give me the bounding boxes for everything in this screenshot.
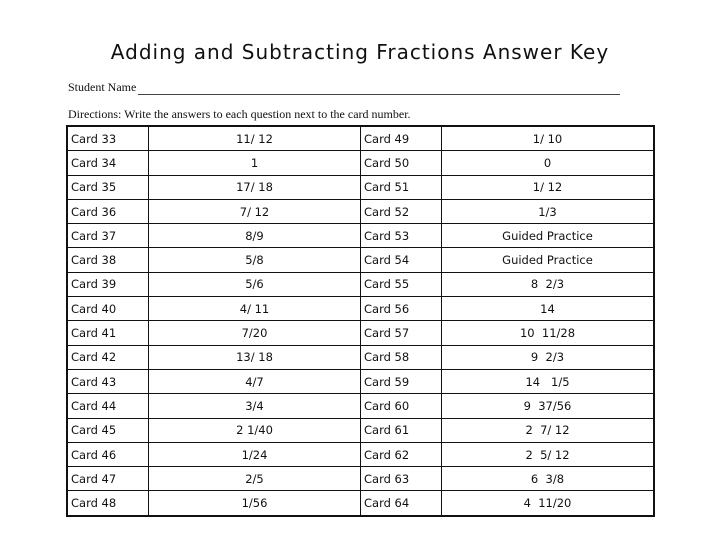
right-answer-cell: 2 5/ 12 (442, 442, 655, 466)
left-card-cell: Card 33 (67, 126, 149, 151)
directions-text: Directions: Write the answers to each question next to the card number. (68, 107, 411, 121)
right-card-cell: Card 63 (361, 467, 442, 491)
right-card-cell: Card 50 (361, 151, 442, 175)
right-answer-cell: 6 3/8 (442, 467, 655, 491)
right-card-cell: Card 49 (361, 126, 442, 151)
answer-key-table (66, 125, 655, 517)
right-answer-cell: 1/ 12 (442, 175, 655, 199)
table-row (67, 199, 654, 223)
right-answer-cell: 4 11/20 (442, 491, 655, 516)
right-answer-cell: Guided Practice (442, 224, 655, 248)
table-row (67, 151, 654, 175)
left-card-cell: Card 46 (67, 442, 149, 466)
right-card-cell: Card 62 (361, 442, 442, 466)
right-answer-cell: 0 (442, 151, 655, 175)
left-answer-cell: 4/7 (149, 369, 361, 393)
right-answer-cell: 9 2/3 (442, 345, 655, 369)
right-card-cell: Card 53 (361, 224, 442, 248)
page-title: Adding and Subtracting Fractions Answer Key (110, 40, 610, 64)
table-row (67, 467, 654, 491)
left-answer-cell: 3/4 (149, 394, 361, 418)
right-card-cell: Card 64 (361, 491, 442, 516)
right-answer-cell: 14 (442, 297, 655, 321)
left-answer-cell: 5/8 (149, 248, 361, 272)
table-row (67, 369, 654, 393)
left-answer-cell: 1/56 (149, 491, 361, 516)
student-name-label: Student Name (68, 80, 137, 94)
table-row (67, 442, 654, 466)
left-answer-cell: 2 1/40 (149, 418, 361, 442)
left-answer-cell: 13/ 18 (149, 345, 361, 369)
right-card-cell: Card 52 (361, 199, 442, 223)
answer-key-body (67, 126, 654, 516)
table-row (67, 321, 654, 345)
table-row (67, 418, 654, 442)
right-answer-cell: 2 7/ 12 (442, 418, 655, 442)
left-card-cell: Card 39 (67, 272, 149, 296)
left-card-cell: Card 40 (67, 297, 149, 321)
left-card-cell: Card 36 (67, 199, 149, 223)
right-card-cell: Card 60 (361, 394, 442, 418)
right-answer-cell: 1/3 (442, 199, 655, 223)
left-card-cell: Card 44 (67, 394, 149, 418)
table-row (67, 175, 654, 199)
table-row (67, 272, 654, 296)
right-card-cell: Card 61 (361, 418, 442, 442)
right-answer-cell: 14 1/5 (442, 369, 655, 393)
left-answer-cell: 7/ 12 (149, 199, 361, 223)
table-row (67, 248, 654, 272)
right-card-cell: Card 54 (361, 248, 442, 272)
right-answer-cell: 9 37/56 (442, 394, 655, 418)
table-row (67, 297, 654, 321)
left-card-cell: Card 38 (67, 248, 149, 272)
left-card-cell: Card 37 (67, 224, 149, 248)
left-answer-cell: 8/9 (149, 224, 361, 248)
left-card-cell: Card 34 (67, 151, 149, 175)
right-card-cell: Card 57 (361, 321, 442, 345)
student-name-blank[interactable] (138, 82, 620, 95)
table-row (67, 491, 654, 516)
left-answer-cell: 17/ 18 (149, 175, 361, 199)
left-answer-cell: 7/20 (149, 321, 361, 345)
right-answer-cell: 8 2/3 (442, 272, 655, 296)
left-answer-cell: 1/24 (149, 442, 361, 466)
left-answer-cell: 2/5 (149, 467, 361, 491)
table-row (67, 345, 654, 369)
left-card-cell: Card 47 (67, 467, 149, 491)
student-name-row (68, 80, 620, 95)
left-card-cell: Card 41 (67, 321, 149, 345)
right-card-cell: Card 55 (361, 272, 442, 296)
table-row (67, 126, 654, 151)
left-answer-cell: 5/6 (149, 272, 361, 296)
right-card-cell: Card 56 (361, 297, 442, 321)
left-answer-cell: 1 (149, 151, 361, 175)
right-answer-cell: Guided Practice (442, 248, 655, 272)
left-card-cell: Card 43 (67, 369, 149, 393)
left-answer-cell: 11/ 12 (149, 126, 361, 151)
left-answer-cell: 4/ 11 (149, 297, 361, 321)
left-card-cell: Card 45 (67, 418, 149, 442)
right-card-cell: Card 58 (361, 345, 442, 369)
table-row (67, 224, 654, 248)
left-card-cell: Card 48 (67, 491, 149, 516)
right-card-cell: Card 59 (361, 369, 442, 393)
right-card-cell: Card 51 (361, 175, 442, 199)
right-answer-cell: 10 11/28 (442, 321, 655, 345)
right-answer-cell: 1/ 10 (442, 126, 655, 151)
table-row (67, 394, 654, 418)
left-card-cell: Card 35 (67, 175, 149, 199)
left-card-cell: Card 42 (67, 345, 149, 369)
